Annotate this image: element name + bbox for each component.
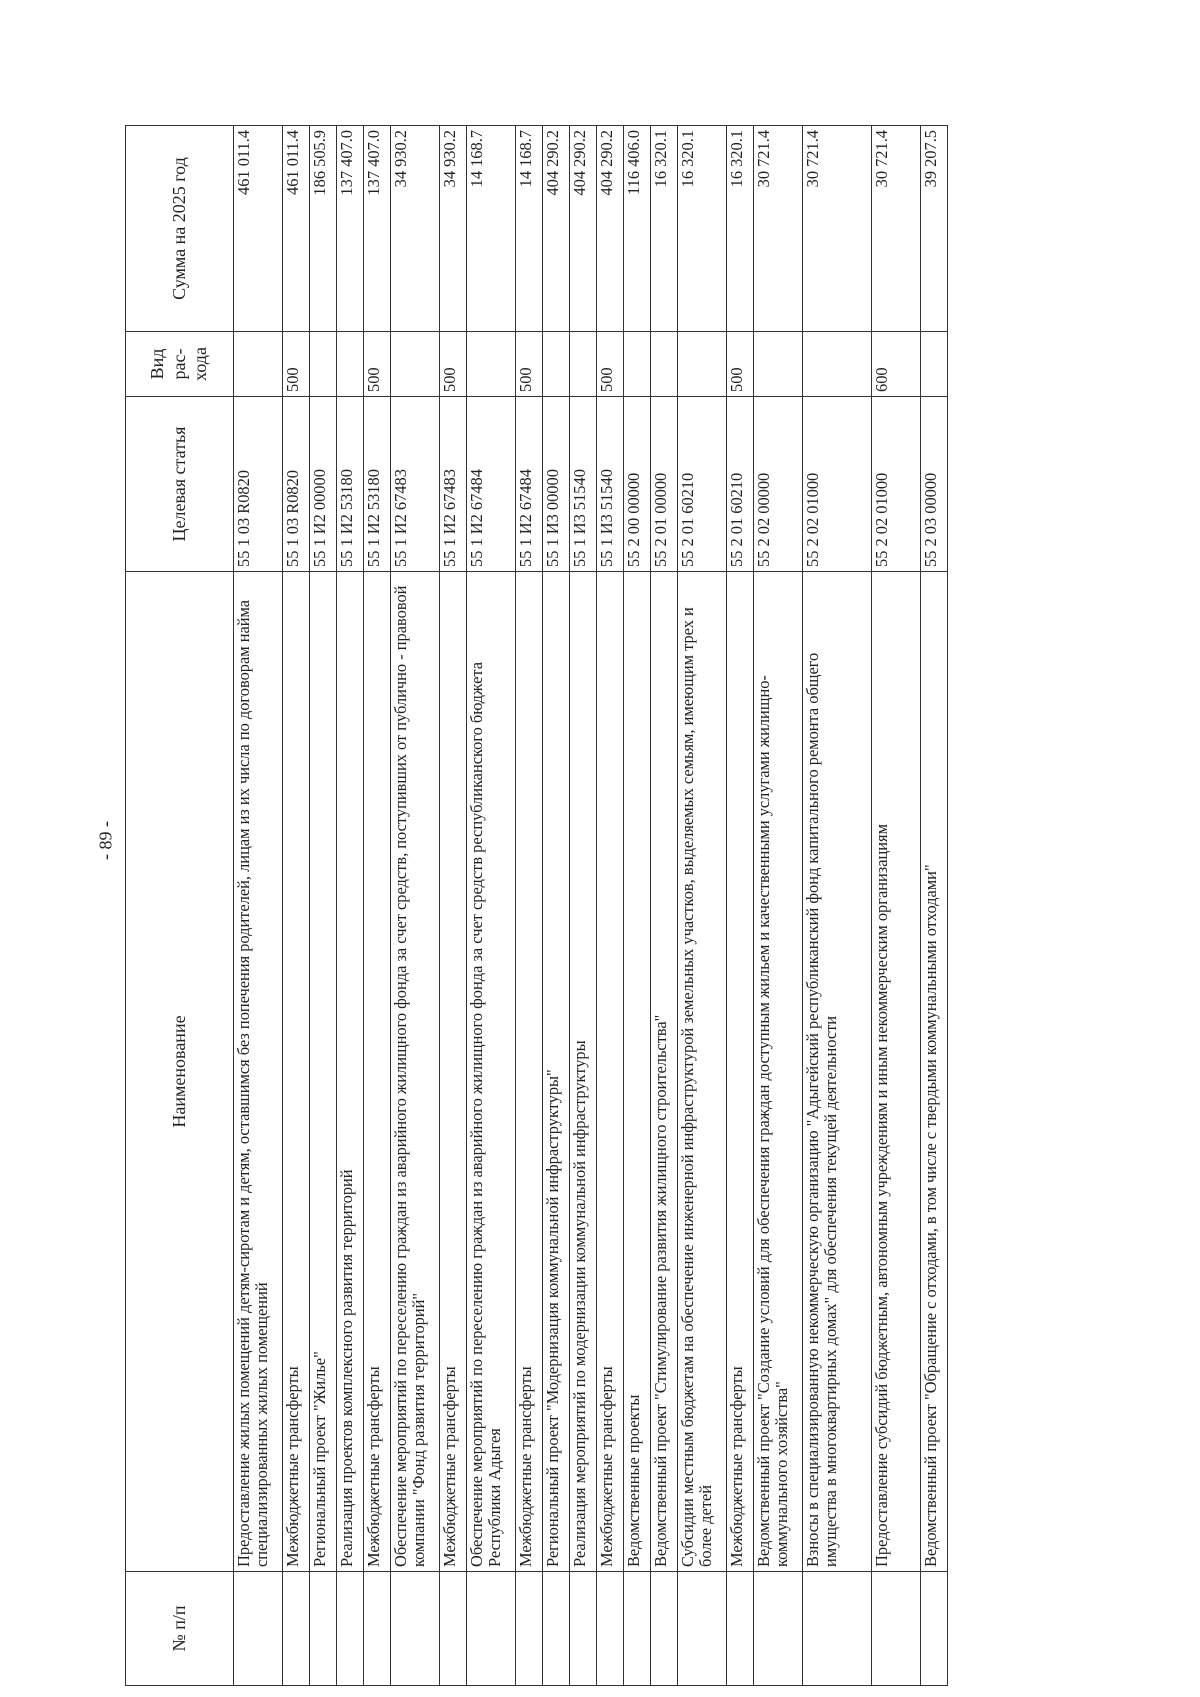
row-expense xyxy=(651,332,678,397)
row-amount: 16 320.1 xyxy=(651,126,678,332)
table-row xyxy=(872,126,921,1686)
row-amount: 186 505.9 xyxy=(310,126,337,332)
row-name: Ведомственные проекты xyxy=(624,572,651,1572)
row-num xyxy=(337,1572,364,1686)
row-amount: 137 407.0 xyxy=(364,126,391,332)
row-expense xyxy=(391,332,440,397)
row-name: Региональный проект "Модернизация коммунальной инфраструктуры" xyxy=(543,572,570,1572)
table-row xyxy=(597,126,624,1686)
row-num xyxy=(440,1572,467,1686)
row-expense: 500 xyxy=(597,332,624,397)
row-code: 55 2 01 60210 xyxy=(678,397,727,572)
row-name: Предоставление субсидий бюджетным, автономным учреждениям и иным некоммерческим организациям xyxy=(872,572,921,1572)
table-row xyxy=(543,126,570,1686)
row-expense: 500 xyxy=(364,332,391,397)
row-amount: 34 930.2 xyxy=(440,126,467,332)
row-num xyxy=(754,1572,803,1686)
header-name: Наименование xyxy=(126,572,234,1572)
row-amount: 137 407.0 xyxy=(337,126,364,332)
header-num: № п/п xyxy=(126,1572,234,1686)
table-row xyxy=(283,126,310,1686)
row-expense: 500 xyxy=(440,332,467,397)
row-num xyxy=(467,1572,516,1686)
row-expense: 500 xyxy=(283,332,310,397)
row-expense xyxy=(624,332,651,397)
row-expense: 600 xyxy=(872,332,921,397)
row-code: 55 2 01 60210 xyxy=(727,397,754,572)
row-expense xyxy=(337,332,364,397)
row-code: 55 1 И2 67483 xyxy=(440,397,467,572)
row-amount: 30 721.4 xyxy=(872,126,921,332)
row-num xyxy=(651,1572,678,1686)
row-num xyxy=(391,1572,440,1686)
row-num xyxy=(364,1572,391,1686)
row-expense xyxy=(467,332,516,397)
row-num xyxy=(543,1572,570,1686)
row-amount: 16 320.1 xyxy=(727,126,754,332)
row-expense xyxy=(803,332,872,397)
row-num xyxy=(516,1572,543,1686)
header-expense: Вид рас-хода xyxy=(126,332,234,397)
row-expense: 500 xyxy=(516,332,543,397)
row-amount: 14 168.7 xyxy=(516,126,543,332)
row-code: 55 2 02 01000 xyxy=(803,397,872,572)
row-amount: 404 290.2 xyxy=(570,126,597,332)
row-code: 55 1 И2 53180 xyxy=(364,397,391,572)
row-num xyxy=(310,1572,337,1686)
row-amount: 16 320.1 xyxy=(678,126,727,332)
row-name: Межбюджетные трансферты xyxy=(364,572,391,1572)
row-code: 55 1 И2 53180 xyxy=(337,397,364,572)
table-row xyxy=(727,126,754,1686)
row-name: Региональный проект "Жилье" xyxy=(310,572,337,1572)
row-code: 55 1 03 R0820 xyxy=(234,397,283,572)
table-row xyxy=(754,126,803,1686)
row-name: Обеспечение мероприятий по переселению граждан из аварийного жилищного фонда за счет средств, поступивших от публично - правовой компании "Фонд развития территорий" xyxy=(391,572,440,1572)
header-code: Целевая статья xyxy=(126,397,234,572)
row-code: 55 1 И3 51540 xyxy=(597,397,624,572)
row-name: Субсидии местным бюджетам на обеспечение инженерной инфраструктурой земельных участков, выделяемых семьям, имеющим трех и более детей xyxy=(678,572,727,1572)
table-header-row xyxy=(126,126,234,1686)
row-amount: 404 290.2 xyxy=(543,126,570,332)
table-row xyxy=(440,126,467,1686)
row-expense xyxy=(678,332,727,397)
budget-table xyxy=(125,125,948,1686)
row-expense: 500 xyxy=(727,332,754,397)
page-number: - 89 - xyxy=(95,821,116,860)
row-code: 55 1 И2 67484 xyxy=(467,397,516,572)
row-num xyxy=(570,1572,597,1686)
table-row xyxy=(516,126,543,1686)
row-num xyxy=(921,1572,948,1686)
rotated-page-content xyxy=(125,126,1069,1686)
row-code: 55 1 И3 00000 xyxy=(543,397,570,572)
row-amount: 30 721.4 xyxy=(803,126,872,332)
table-row xyxy=(310,126,337,1686)
row-num xyxy=(234,1572,283,1686)
row-code: 55 1 И2 67483 xyxy=(391,397,440,572)
table-row xyxy=(391,126,440,1686)
row-num xyxy=(803,1572,872,1686)
row-amount: 34 930.2 xyxy=(391,126,440,332)
row-name: Взносы в специализированную некоммерческую организацию "Адыгейский республиканский фонд капитального ремонта общего имущества в многоквартирных домах" для обеспечения текущей деятельности xyxy=(803,572,872,1572)
row-expense xyxy=(234,332,283,397)
row-amount: 404 290.2 xyxy=(597,126,624,332)
row-code: 55 2 03 00000 xyxy=(921,397,948,572)
row-num xyxy=(597,1572,624,1686)
row-num xyxy=(678,1572,727,1686)
row-amount: 30 721.4 xyxy=(754,126,803,332)
row-amount: 14 168.7 xyxy=(467,126,516,332)
header-amount: Сумма на 2025 год xyxy=(126,126,234,332)
row-name: Межбюджетные трансферты xyxy=(440,572,467,1572)
row-code: 55 2 01 00000 xyxy=(651,397,678,572)
row-num xyxy=(283,1572,310,1686)
table-row xyxy=(570,126,597,1686)
table-row xyxy=(803,126,872,1686)
row-name: Межбюджетные трансферты xyxy=(283,572,310,1572)
row-expense xyxy=(754,332,803,397)
row-name: Межбюджетные трансферты xyxy=(597,572,624,1572)
row-name: Ведомственный проект "Стимулирование развития жилищного строительства" xyxy=(651,572,678,1572)
row-amount: 461 011.4 xyxy=(234,126,283,332)
table-row xyxy=(337,126,364,1686)
row-num xyxy=(872,1572,921,1686)
row-expense xyxy=(310,332,337,397)
row-name: Ведомственный проект "Обращение с отходами, в том числе с твердыми коммунальными отходами" xyxy=(921,572,948,1572)
row-name: Межбюджетные трансферты xyxy=(727,572,754,1572)
row-num xyxy=(624,1572,651,1686)
table-row xyxy=(234,126,283,1686)
row-code: 55 2 00 00000 xyxy=(624,397,651,572)
table-row xyxy=(678,126,727,1686)
row-code: 55 2 02 00000 xyxy=(754,397,803,572)
table-row xyxy=(651,126,678,1686)
row-name: Реализация проектов комплексного развития территорий xyxy=(337,572,364,1572)
row-name: Межбюджетные трансферты xyxy=(516,572,543,1572)
row-name: Ведомственный проект "Создание условий для обеспечения граждан доступным жильем и качественными услугами жилищно-коммунального хозяйства" xyxy=(754,572,803,1572)
row-amount: 461 011.4 xyxy=(283,126,310,332)
row-code: 55 1 И2 67484 xyxy=(516,397,543,572)
row-name: Обеспечение мероприятий по переселению граждан из аварийного жилищного фонда за счет средств республиканского бюджета Республики Адыгея xyxy=(467,572,516,1572)
table-row xyxy=(467,126,516,1686)
row-code: 55 1 03 R0820 xyxy=(283,397,310,572)
row-code: 55 1 И2 00000 xyxy=(310,397,337,572)
row-name: Реализация мероприятий по модернизации коммунальной инфраструктуры xyxy=(570,572,597,1572)
row-num xyxy=(727,1572,754,1686)
row-expense xyxy=(543,332,570,397)
table-row xyxy=(624,126,651,1686)
row-amount: 39 207.5 xyxy=(921,126,948,332)
table-body xyxy=(234,126,948,1686)
row-expense xyxy=(921,332,948,397)
row-expense xyxy=(570,332,597,397)
row-code: 55 1 И3 51540 xyxy=(570,397,597,572)
row-code: 55 2 02 01000 xyxy=(872,397,921,572)
row-amount: 116 406.0 xyxy=(624,126,651,332)
table-row xyxy=(364,126,391,1686)
row-name: Предоставление жилых помещений детям-сиротам и детям, оставшимся без попечения родителей, лицам из их числа по договорам найма специализированных жилых помещений xyxy=(234,572,283,1572)
table-row xyxy=(921,126,948,1686)
